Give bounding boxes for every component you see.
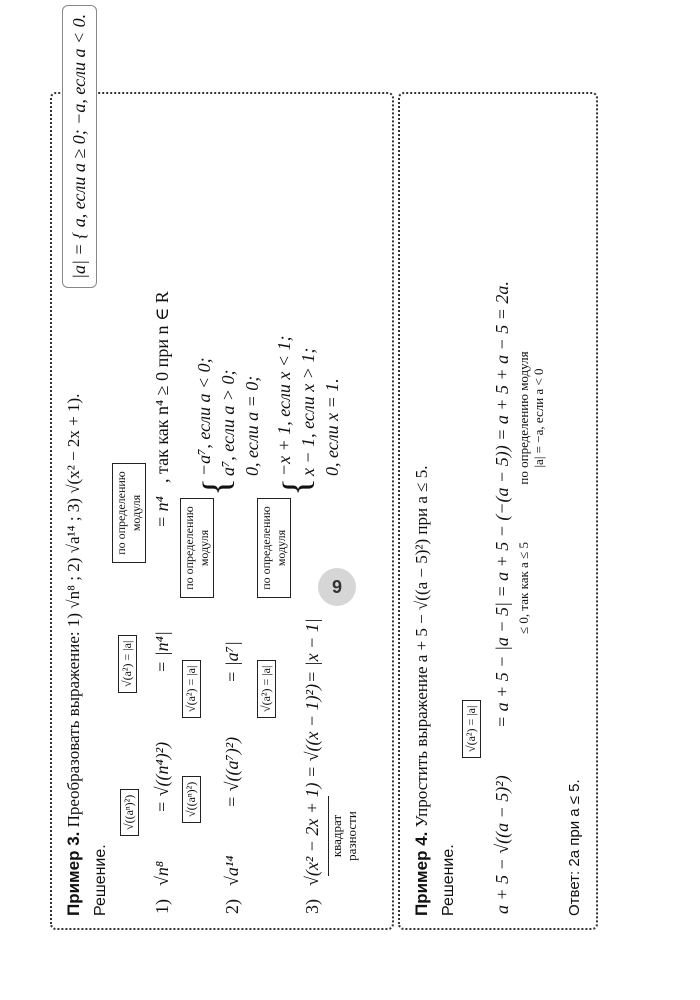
line3-case3: 0, если x = 1.: [322, 378, 342, 476]
rotated-page: [50, 13, 650, 930]
example3-label: Пример 3.: [64, 831, 83, 916]
line1-step2: = |n⁴|: [152, 631, 172, 673]
example3-solution-label: Решение.: [92, 844, 109, 916]
line2-expression: √a¹⁴: [222, 855, 242, 886]
example4-lhs: a + 5 − √((a − 5)²): [492, 775, 512, 914]
line3-number: 3): [302, 899, 322, 914]
example4-panel: [398, 92, 598, 930]
line2-cases: [192, 357, 264, 476]
line1-step1: = √((n⁴)²): [152, 741, 172, 813]
line3-underbrace-note: квадрат разности: [328, 796, 359, 876]
line1-step3: = n⁴: [152, 496, 172, 528]
line2-cases-brace: {: [196, 477, 238, 496]
line2-step2: = |a⁷|: [222, 641, 242, 683]
line3-hint-definition: по определению модуля: [257, 498, 291, 598]
line1-hint-sqrt: √(a²) = |a|: [118, 635, 137, 693]
modulus-definition-box: |a| = { a, если a ≥ 0; −a, если a < 0.: [62, 5, 97, 288]
example3-task: Преобразовать выражение: 1) √n⁸ ; 2) √a¹⁴ ; 3) √(x² − 2x + 1).: [64, 393, 83, 828]
line1-expression: √n⁸: [152, 860, 172, 886]
line3-case2: x − 1, если x > 1;: [298, 347, 318, 476]
line3-cases: [272, 335, 344, 476]
example4-hint-sqrt: √(a²) = |a|: [462, 700, 481, 758]
line2-number: 2): [222, 899, 242, 914]
example4-solution-label: Решение.: [440, 844, 457, 916]
line2-step1: = √((a⁷)²): [222, 736, 242, 808]
example4-rhs: = a + 5 − |a − 5| = a + 5 − (−(a − 5)) = a + 5 + a − 5 = 2a.: [492, 281, 512, 728]
example4-answer: Ответ: 2a при a ≤ 5.: [566, 779, 583, 916]
example4-task: Упростить выражение a + 5 − √((a − 5)²) при a ≤ 5.: [412, 465, 431, 828]
line3-step2: = |x − 1|: [302, 618, 322, 683]
line3-cases-brace: {: [276, 477, 318, 496]
example3-heading: [64, 394, 84, 916]
line2-hint-sqrt: √(a²) = |a|: [182, 660, 201, 718]
line3-case1: −x + 1, если x < 1;: [274, 335, 294, 476]
example4-note-nonpositive: ≤ 0, так как a ≤ 5: [516, 542, 531, 634]
line3-expression: √(x² − 2x + 1) = √((x − 1)²): [302, 683, 322, 886]
line2-hint-power: √((aⁿ)²): [182, 776, 201, 823]
line2-case1: −a⁷, если a < 0;: [194, 357, 214, 476]
line2-hint-definition: по определению модуля: [180, 498, 214, 598]
line3-hint-sqrt: √(a²) = |a|: [257, 660, 276, 718]
line2-case2: a⁷, если a > 0;: [218, 369, 238, 476]
line1-number: 1): [152, 899, 172, 914]
line1-reason: , так как n⁴ ≥ 0 при n ∈ R: [152, 291, 172, 483]
example4-heading: [412, 466, 432, 917]
example4-label: Пример 4.: [412, 831, 431, 916]
example4-note-definition: по определению модуля |a| = −a, если a < 0: [516, 351, 546, 485]
example3-panel: [50, 13, 394, 930]
line1-hint-power: √((aⁿ)²): [120, 789, 139, 836]
line2-case3: 0, если a = 0;: [242, 375, 262, 476]
page-number-badge: 9: [318, 568, 356, 606]
line1-hint-definition: по определению модуля: [112, 463, 146, 563]
